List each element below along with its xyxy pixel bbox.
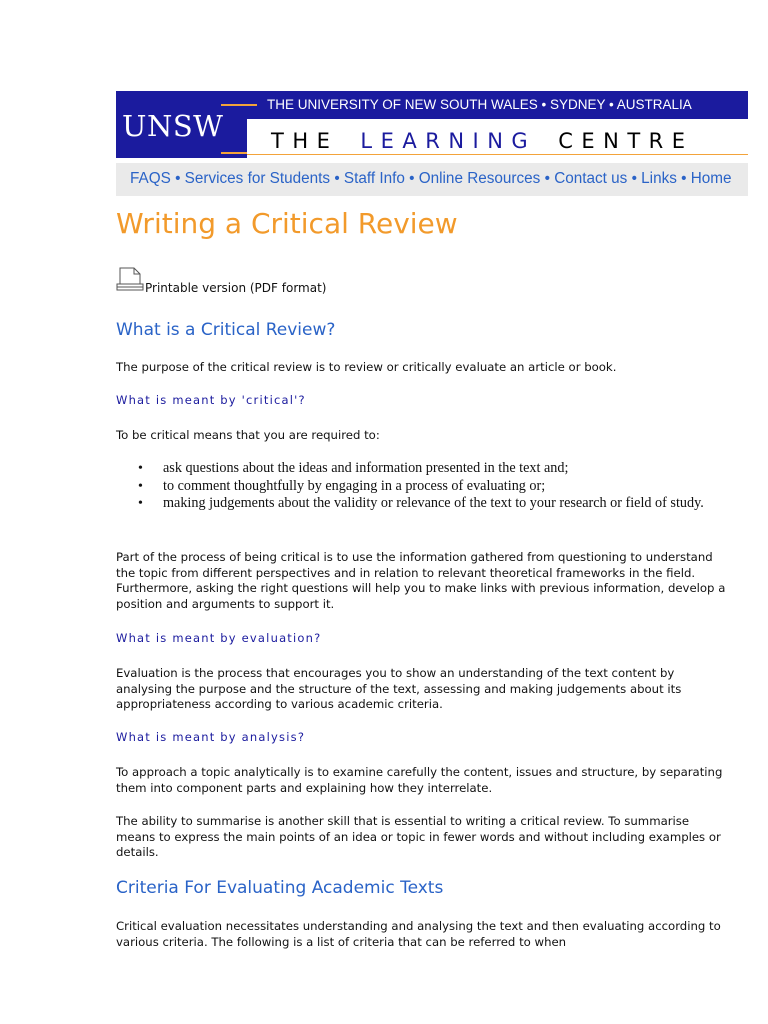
list-item: • to comment thoughtfully by engaging in a process of evaluating or; bbox=[138, 477, 546, 494]
summarise-paragraph: The ability to summarise is another skill that is essential to writing a critical review. To summarise means to express the main points of an idea or topic in fewer words and without including examples or details. bbox=[116, 814, 721, 859]
analysis-paragraph: To approach a topic analytically is to examine carefully the content, issues and structure, by separating them into component parts and explaining how they interrelate. bbox=[116, 765, 723, 795]
nav-online-resources[interactable]: Online Resources bbox=[418, 170, 541, 187]
unsw-logo-text: UNSW bbox=[122, 109, 224, 143]
section-heading-critical-review: What is a Critical Review? bbox=[116, 320, 336, 340]
list-item: • making judgements about the validity or relevance of the text to your research or field of study. bbox=[138, 495, 704, 511]
title-word-the: THE bbox=[271, 129, 339, 153]
nav-separator: • bbox=[409, 170, 415, 187]
critical-intro: To be critical means that you are required to: bbox=[116, 428, 380, 442]
nav-links[interactable]: Links bbox=[641, 170, 677, 187]
criteria-paragraph: Critical evaluation necessitates understanding and analysing the text and then evaluating according to various criteria. The following is a list of criteria that can be referred to when bbox=[116, 919, 721, 949]
logo-underline bbox=[221, 152, 247, 154]
subheading-evaluation: What is meant by evaluation? bbox=[116, 631, 322, 645]
section-heading-criteria: Criteria For Evaluating Academic Texts bbox=[116, 878, 444, 898]
banner-orange-rule bbox=[247, 154, 748, 155]
unsw-logo[interactable] bbox=[116, 91, 247, 158]
title-word-learning: LEARNING bbox=[360, 129, 537, 153]
university-name: THE UNIVERSITY OF NEW SOUTH WALES • SYDNEY • AUSTRALIA bbox=[267, 97, 692, 112]
page-title: Writing a Critical Review bbox=[116, 207, 458, 240]
nav-separator: • bbox=[631, 170, 637, 187]
learning-centre-title bbox=[271, 131, 694, 152]
nav-separator: • bbox=[175, 170, 181, 187]
nav-faqs[interactable]: FAQS bbox=[130, 170, 171, 187]
nav-contact-us[interactable]: Contact us bbox=[554, 170, 628, 187]
nav-separator: • bbox=[334, 170, 340, 187]
subheading-analysis: What is meant by analysis? bbox=[116, 730, 306, 744]
critical-bullet-list bbox=[116, 460, 726, 513]
unsw-banner bbox=[116, 91, 748, 158]
nav-separator: • bbox=[544, 170, 550, 187]
critical-paragraph: Part of the process of being critical is to use the information gathered from questioning to understand the topic from different perspectives and in relation to relevant theoretical frameworks in the field. Furthermore, asking the right questions will help you to make links with previous information, develop a position and arguments to support it. bbox=[116, 550, 726, 611]
nav-home[interactable]: Home bbox=[690, 170, 732, 187]
nav-staff-info[interactable]: Staff Info bbox=[343, 170, 405, 187]
banner-accent-line bbox=[221, 104, 257, 106]
nav-separator: • bbox=[681, 170, 687, 187]
subheading-critical: What is meant by 'critical'? bbox=[116, 393, 306, 407]
title-word-centre: CENTRE bbox=[558, 129, 694, 153]
evaluation-paragraph: Evaluation is the process that encourages you to show an understanding of the text content by analysing the purpose and the structure of the text, assessing and making judgements about its appropriateness according to various academic criteria. bbox=[116, 666, 682, 711]
pdf-link-label[interactable]: Printable version (PDF format) bbox=[145, 281, 327, 295]
intro-paragraph: The purpose of the critical review is to review or critically evaluate an article or book. bbox=[116, 360, 617, 374]
top-navigation bbox=[116, 163, 748, 196]
document-icon bbox=[116, 266, 146, 296]
nav-services-for-students[interactable]: Services for Students bbox=[184, 170, 331, 187]
list-item: • ask questions about the ideas and information presented in the text and; bbox=[138, 460, 569, 476]
